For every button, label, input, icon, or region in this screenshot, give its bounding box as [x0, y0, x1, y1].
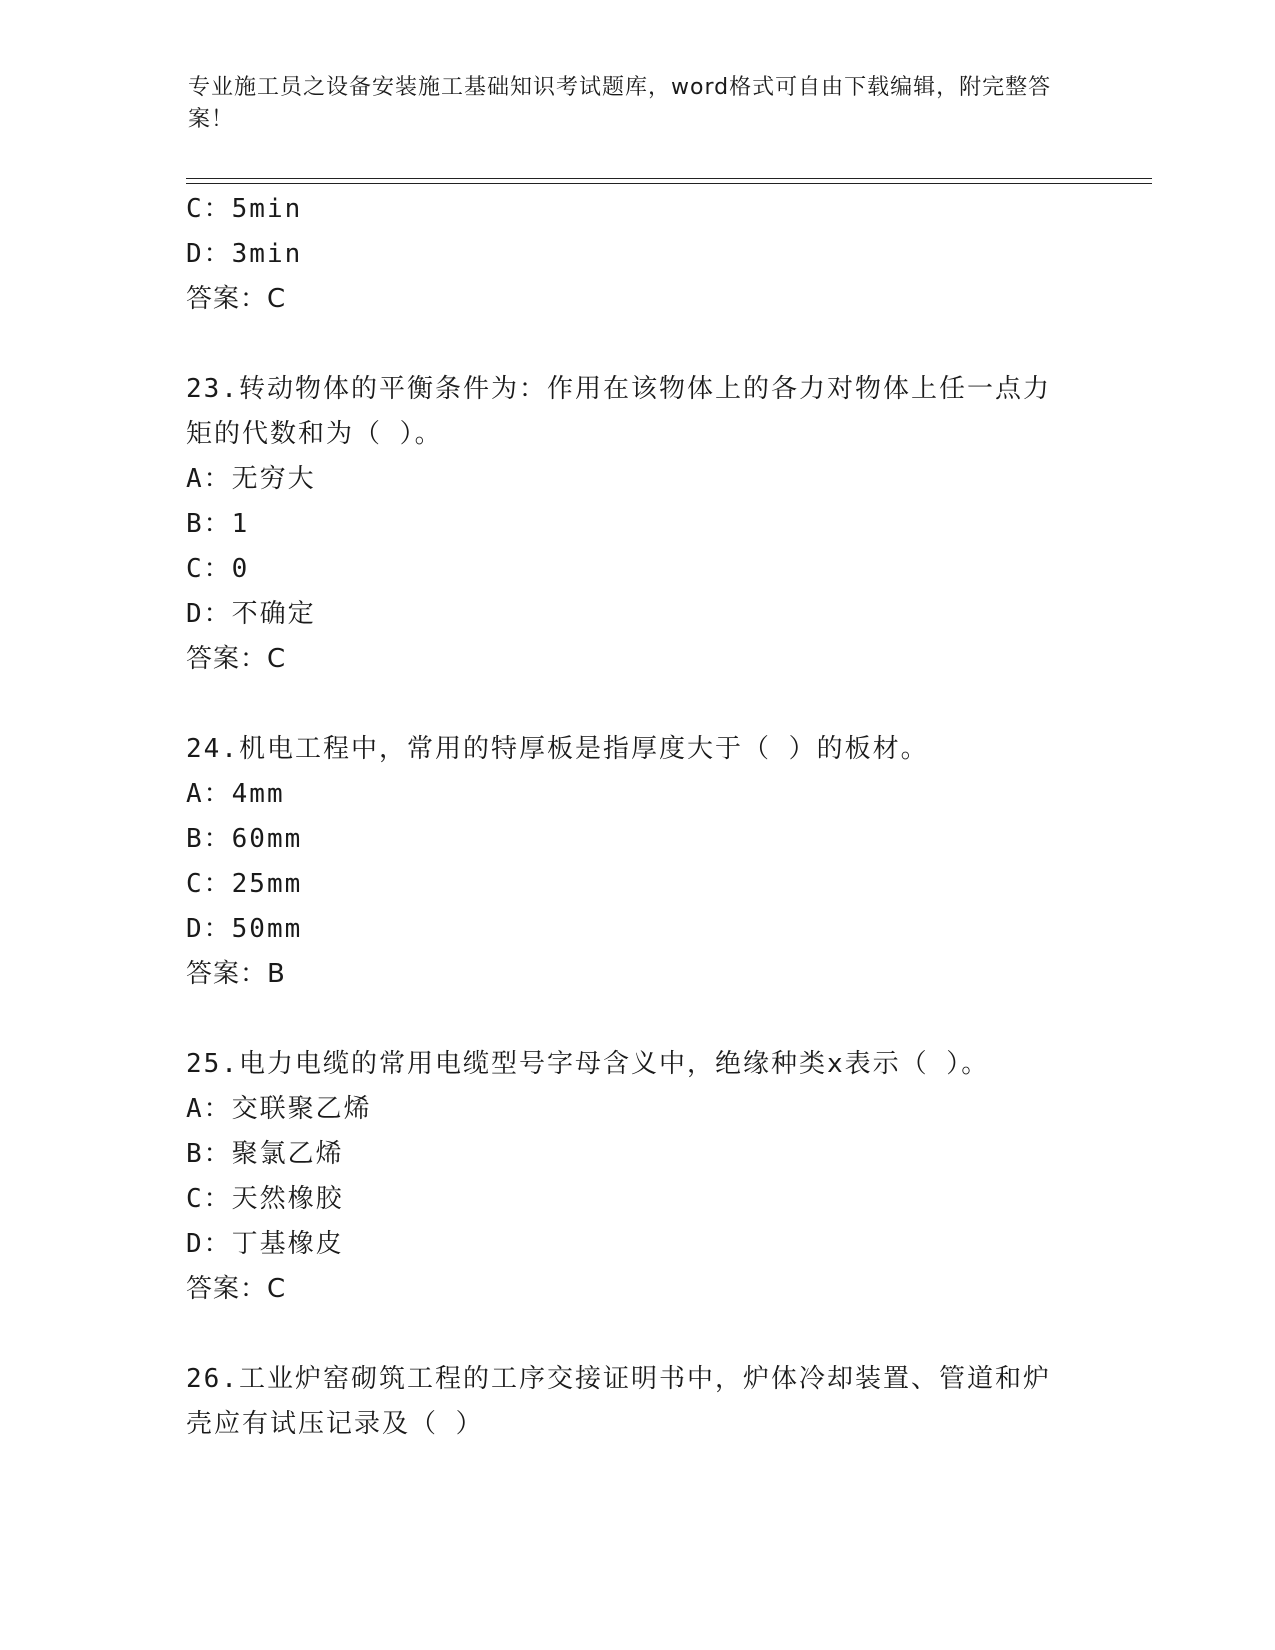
q23-option-b: B：1	[186, 509, 250, 539]
prev-answer: 答案：C	[186, 284, 287, 314]
q25-option-b: B：聚氯乙烯	[186, 1139, 344, 1169]
q26-stem-line1: 26.工业炉窑砌筑工程的工序交接证明书中，炉体冷却装置、管道和炉	[186, 1364, 1051, 1394]
q23-option-d: D：不确定	[186, 599, 316, 629]
q25-stem-line1: 25.电力电缆的常用电缆型号字母含义中，绝缘种类x表示（ ）。	[186, 1049, 990, 1079]
header-divider-bottom	[186, 183, 1152, 184]
q23-option-a: A：无穷大	[186, 464, 316, 494]
document-header: 专业施工员之设备安装施工基础知识考试题库，word格式可自由下载编辑，附完整答案！	[188, 75, 1052, 132]
q23-stem-line2: 矩的代数和为（ ）。	[186, 419, 443, 449]
q23-answer: 答案：C	[186, 644, 287, 674]
q23-stem-line1: 23.转动物体的平衡条件为：作用在该物体上的各力对物体上任一点力	[186, 374, 1051, 404]
prev-option-d: D：3min	[186, 239, 303, 269]
q24-stem-line1: 24.机电工程中，常用的特厚板是指厚度大于（ ）的板材。	[186, 734, 929, 764]
q24-option-d: D：50mm	[186, 914, 303, 944]
q25-option-d: D：丁基橡皮	[186, 1229, 344, 1259]
q26-stem-line2: 壳应有试压记录及（ ）	[186, 1409, 484, 1439]
q24-option-a: A：4mm	[186, 779, 285, 809]
prev-option-c: C：5min	[186, 194, 303, 224]
header-divider-top	[186, 178, 1152, 179]
q24-answer: 答案：B	[186, 959, 286, 989]
q25-option-a: A：交联聚乙烯	[186, 1094, 372, 1124]
q24-option-b: B：60mm	[186, 824, 303, 854]
q25-option-c: C：天然橡胶	[186, 1184, 344, 1214]
q23-option-c: C：0	[186, 554, 250, 584]
q25-answer: 答案：C	[186, 1274, 287, 1304]
q24-option-c: C：25mm	[186, 869, 303, 899]
